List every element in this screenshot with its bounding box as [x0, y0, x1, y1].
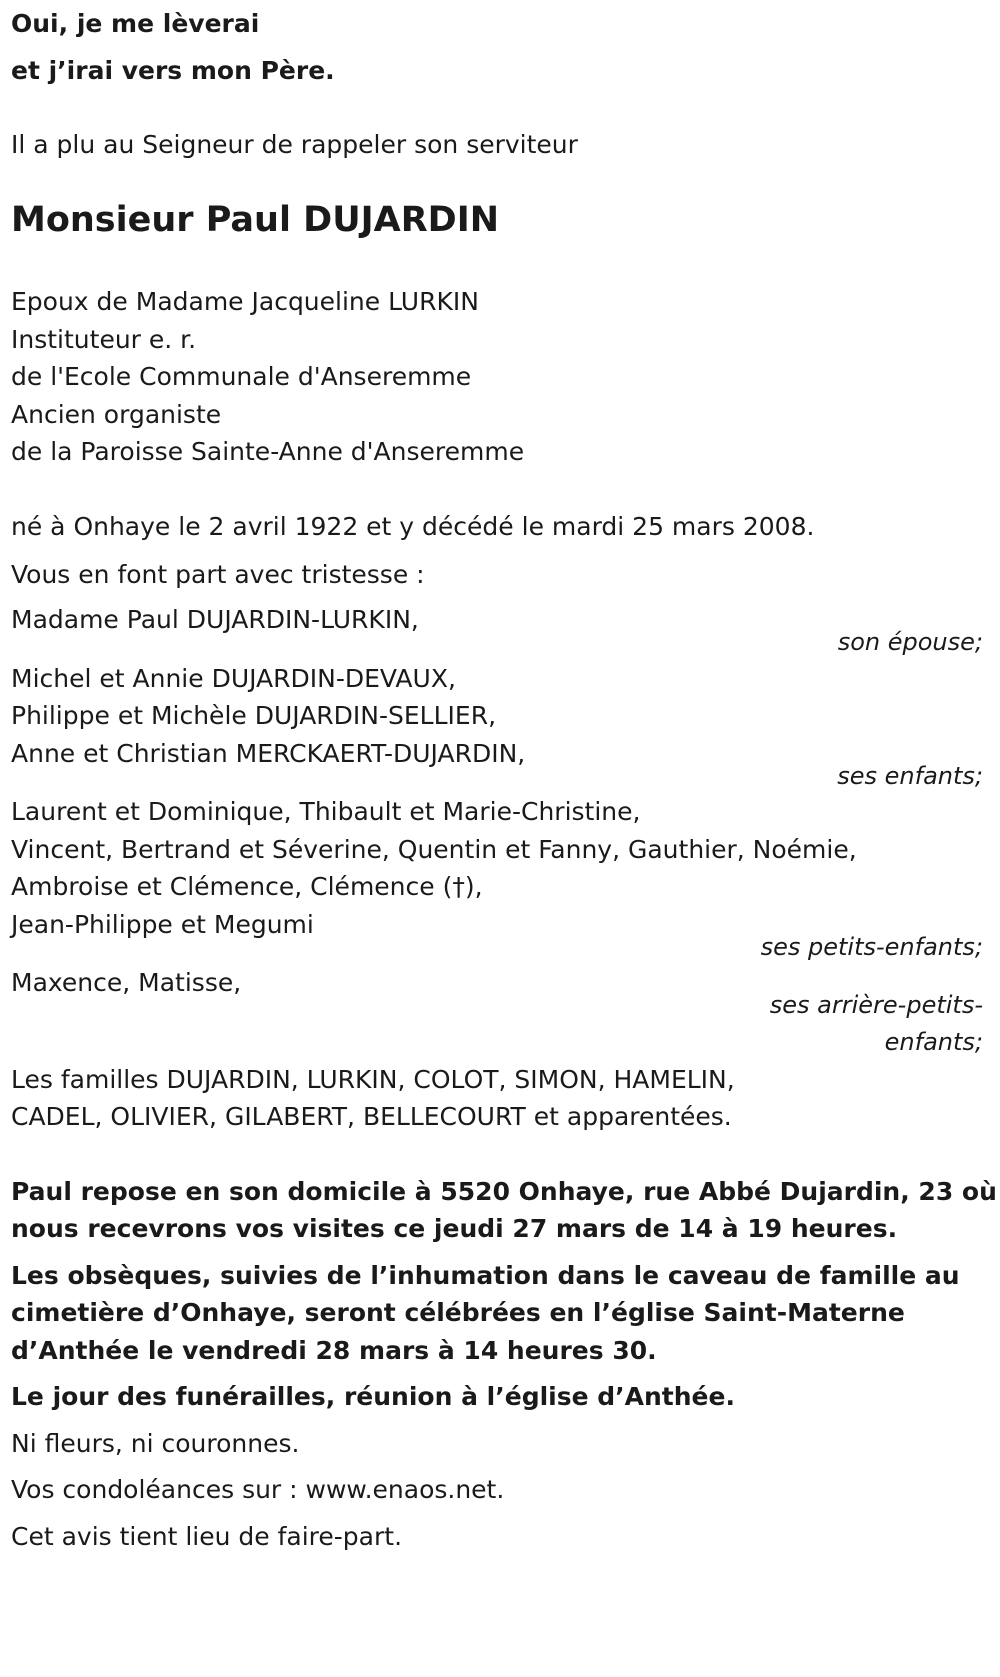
grandchildren-role: ses petits-enfants;: [760, 933, 983, 961]
title-line: de l'Ecole Communale d'Anseremme: [11, 362, 472, 391]
grandchild-names: Ambroise et Clémence, Clémence (†),: [11, 872, 483, 901]
grandchild-names: Jean-Philippe et Megumi: [11, 910, 314, 939]
child-name: Philippe et Michèle DUJARDIN-SELLIER,: [11, 701, 497, 730]
grandchild-names: Vincent, Bertrand et Séverine, Quentin et Fanny, Gauthier, Noémie,: [11, 835, 857, 864]
title-line: Ancien organiste: [11, 400, 222, 429]
child-name: Michel et Annie DUJARDIN-DEVAUX,: [11, 664, 456, 693]
intro-text: Il a plu au Seigneur de rappeler son serviteur: [11, 130, 578, 159]
verse-line-1: Oui, je me lèverai: [11, 9, 260, 38]
families-line: CADEL, OLIVIER, GILABERT, BELLECOURT et apparentées.: [11, 1102, 732, 1131]
title-line: Instituteur e. r.: [11, 325, 197, 354]
spouse-name: Madame Paul DUJARDIN-LURKIN,: [11, 605, 419, 634]
funeral-line: cimetière d’Onhaye, seront célébrées en l’église Saint-Materne: [11, 1298, 905, 1327]
child-name: Anne et Christian MERCKAERT-DUJARDIN,: [11, 739, 526, 768]
great-grandchildren-role-line-1: ses arrière-petits-: [769, 991, 983, 1019]
spouse-role: son épouse;: [837, 628, 983, 656]
condolences-text: Vos condoléances sur : www.enaos.net.: [11, 1475, 505, 1504]
visitation-line: nous recevrons vos visites ce jeudi 27 mars de 14 à 19 heures.: [11, 1214, 898, 1243]
meeting-text: Le jour des funérailles, réunion à l’église d’Anthée.: [11, 1382, 735, 1411]
no-flowers-text: Ni fleurs, ni couronnes.: [11, 1429, 300, 1458]
announce-text: Vous en font part avec tristesse :: [11, 560, 425, 589]
title-line: Epoux de Madame Jacqueline LURKIN: [11, 287, 479, 316]
great-grandchild-names: Maxence, Matisse,: [11, 968, 242, 997]
children-role: ses enfants;: [837, 762, 983, 790]
grandchild-names: Laurent et Dominique, Thibault et Marie-Christine,: [11, 797, 641, 826]
great-grandchildren-role-line-2: enfants;: [884, 1028, 983, 1056]
families-line: Les familles DUJARDIN, LURKIN, COLOT, SIMON, HAMELIN,: [11, 1065, 735, 1094]
funeral-line: Les obsèques, suivies de l’inhumation dans le caveau de famille au: [11, 1261, 960, 1290]
deceased-name: Monsieur Paul DUJARDIN: [11, 200, 500, 240]
visitation-line: Paul repose en son domicile à 5520 Onhaye, rue Abbé Dujardin, 23 où: [11, 1177, 997, 1206]
birth-death-text: né à Onhaye le 2 avril 1922 et y décédé le mardi 25 mars 2008.: [11, 512, 815, 541]
notice-text: Cet avis tient lieu de faire-part.: [11, 1522, 403, 1551]
title-line: de la Paroisse Sainte-Anne d'Anseremme: [11, 437, 525, 466]
verse-line-2: et j’irai vers mon Père.: [11, 56, 335, 85]
funeral-line: d’Anthée le vendredi 28 mars à 14 heures 30.: [11, 1336, 657, 1365]
